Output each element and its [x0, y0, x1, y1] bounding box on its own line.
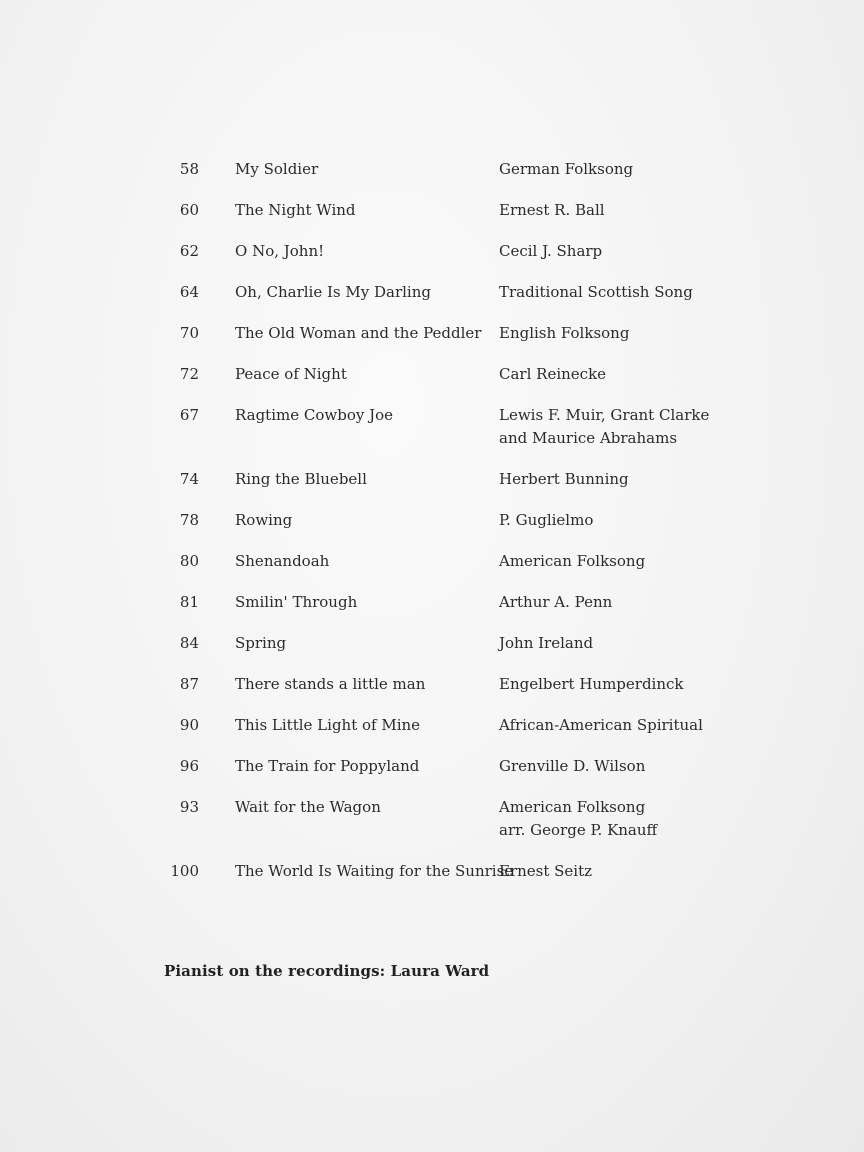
toc-song-title: Smilin' Through	[235, 593, 358, 611]
toc-song-title: Peace of Night	[235, 365, 347, 383]
toc-row	[160, 509, 720, 532]
toc-row	[160, 468, 720, 491]
toc-page-number: 58	[179, 160, 199, 178]
toc-composer: Lewis F. Muir, Grant Clarke and Maurice Abrahams	[499, 406, 710, 447]
toc-page-number: 87	[179, 675, 199, 693]
toc-row	[160, 199, 720, 222]
toc-page-number: 67	[179, 406, 199, 424]
toc-song-title: My Soldier	[235, 160, 319, 178]
toc-song-title: O No, John!	[235, 242, 325, 260]
toc-song-title: This Little Light of Mine	[235, 716, 421, 734]
toc-page-number: 72	[179, 365, 199, 383]
toc-composer: Traditional Scottish Song	[499, 283, 693, 301]
toc-page-number: 93	[179, 798, 199, 816]
toc-song-title: Ring the Bluebell	[235, 470, 367, 488]
toc-row	[160, 363, 720, 386]
table-of-contents	[160, 158, 720, 901]
toc-row	[160, 860, 720, 883]
toc-song-title: Spring	[235, 634, 287, 652]
toc-page-number: 80	[179, 552, 199, 570]
toc-composer: American Folksong arr. George P. Knauff	[499, 798, 658, 839]
toc-song-title: The Old Woman and the Peddler	[235, 324, 482, 342]
toc-song-title: There stands a little man	[235, 675, 426, 693]
toc-row	[160, 714, 720, 737]
toc-song-title: The World Is Waiting for the Sunrise	[235, 862, 514, 880]
toc-page-number: 70	[179, 324, 199, 342]
toc-composer: German Folksong	[499, 160, 634, 178]
toc-page-number: 84	[179, 634, 199, 652]
toc-page-number: 90	[179, 716, 199, 734]
toc-song-title: Rowing	[235, 511, 293, 529]
toc-composer: African-American Spiritual	[499, 716, 703, 734]
toc-row	[160, 240, 720, 263]
toc-composer: Arthur A. Penn	[499, 593, 613, 611]
toc-song-title: Ragtime Cowboy Joe	[235, 406, 394, 424]
toc-row	[160, 158, 720, 181]
toc-page-number: 78	[179, 511, 199, 529]
toc-page-number: 64	[179, 283, 199, 301]
toc-composer: Ernest Seitz	[499, 862, 593, 880]
toc-composer: Herbert Bunning	[499, 470, 629, 488]
toc-page-number: 74	[179, 470, 199, 488]
toc-composer: Grenville D. Wilson	[499, 757, 646, 775]
toc-song-title: Wait for the Wagon	[235, 798, 381, 816]
toc-page-number: 100	[170, 862, 199, 880]
toc-row	[160, 322, 720, 345]
toc-row	[160, 404, 720, 450]
toc-composer: Carl Reinecke	[499, 365, 607, 383]
toc-page-number: 62	[179, 242, 199, 260]
toc-composer: Cecil J. Sharp	[499, 242, 603, 260]
toc-row	[160, 673, 720, 696]
toc-row	[160, 796, 720, 842]
toc-page-number: 96	[179, 757, 199, 775]
toc-row	[160, 632, 720, 655]
toc-row	[160, 755, 720, 778]
toc-row	[160, 550, 720, 573]
toc-composer: American Folksong	[499, 552, 646, 570]
toc-page-number: 60	[179, 201, 199, 219]
toc-song-title: The Night Wind	[235, 201, 356, 219]
toc-row	[160, 591, 720, 614]
toc-song-title: Shenandoah	[235, 552, 330, 570]
pianist-note: Pianist on the recordings: Laura Ward	[164, 962, 490, 980]
toc-page-number: 81	[179, 593, 199, 611]
toc-composer: P. Guglielmo	[499, 511, 594, 529]
toc-song-title: Oh, Charlie Is My Darling	[235, 283, 431, 301]
toc-composer: John Ireland	[499, 634, 594, 652]
toc-composer: Ernest R. Ball	[499, 201, 605, 219]
toc-song-title: The Train for Poppyland	[235, 757, 420, 775]
toc-composer: English Folksong	[499, 324, 630, 342]
toc-composer: Engelbert Humperdinck	[499, 675, 684, 693]
toc-row	[160, 281, 720, 304]
